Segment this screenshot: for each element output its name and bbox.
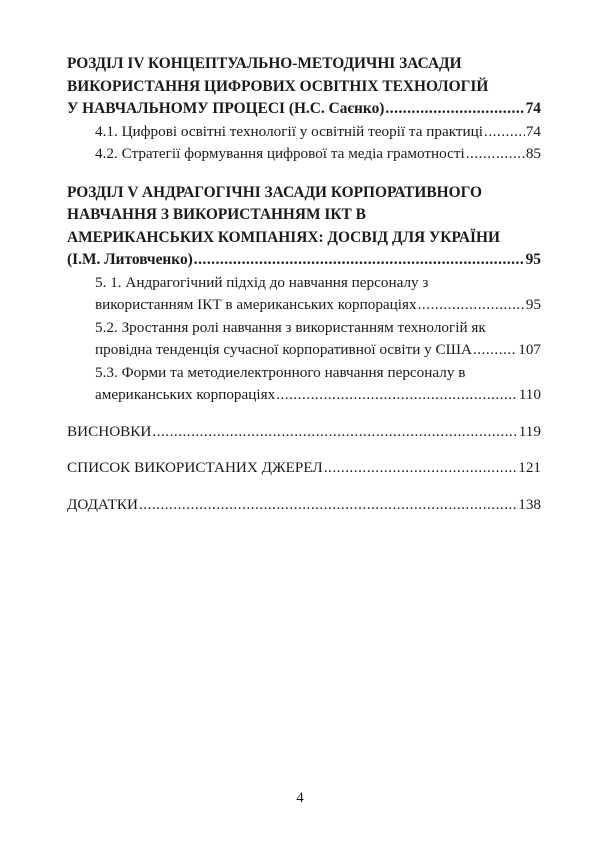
toc-section-5-1[interactable] <box>67 272 541 317</box>
toc-references[interactable] <box>67 457 541 480</box>
toc-section-4-2[interactable] <box>67 143 541 166</box>
toc-section-4-1[interactable] <box>67 121 541 144</box>
spacer <box>67 480 541 494</box>
spacer <box>67 443 541 457</box>
chapter-title-line: АМЕРИКАНСЬКИХ КОМПАНІЯХ: ДОСВІД ДЛЯ УКРАЇНИ <box>67 228 500 246</box>
toc-section-5-3[interactable] <box>67 362 541 407</box>
page-ref: 138 <box>518 495 541 513</box>
page-ref: 121 <box>518 459 541 476</box>
dot-leader <box>473 339 517 362</box>
section-title-line: 5.3. Форми та методиелектронного навчання персоналу в <box>95 363 466 381</box>
table-of-contents <box>67 53 541 516</box>
section-title: провідна тенденція сучасної корпоративної освіти у США <box>95 341 472 358</box>
section-title: використанням ІКТ в американських корпораціях <box>95 296 417 313</box>
chapter-title-line: РОЗДІЛ V АНДРАГОГІЧНІ ЗАСАДИ КОРПОРАТИВНОГО <box>67 183 482 201</box>
dot-leader <box>194 249 525 272</box>
page-ref: 85 <box>525 145 541 162</box>
dot-leader <box>139 494 517 517</box>
chapter-title-line: ВИКОРИСТАННЯ ЦИФРОВИХ ОСВІТНІХ ТЕХНОЛОГІЙ <box>67 77 489 95</box>
spacer <box>67 166 541 182</box>
section-title-entry <box>67 294 541 317</box>
toc-chapter-4 <box>67 53 541 166</box>
spacer <box>67 407 541 421</box>
section-title-entry <box>67 384 541 407</box>
entry-title: ДОДАТКИ <box>67 495 138 513</box>
page-ref: 74 <box>525 100 541 117</box>
page-number: 4 <box>296 790 304 806</box>
entry-title: СПИСОК ВИКОРИСТАНИХ ДЖЕРЕЛ <box>67 459 323 476</box>
section-title: американських корпораціях <box>95 386 276 403</box>
toc-appendices[interactable] <box>67 494 541 517</box>
page-ref: 95 <box>525 296 541 313</box>
page-ref: 119 <box>518 422 541 440</box>
chapter-title-line: НАВЧАННЯ З ВИКОРИСТАННЯМ ІКТ В <box>67 206 366 223</box>
toc-conclusions[interactable] <box>67 421 541 444</box>
section-title: 4.2. Стратегії формування цифрової та медіа грамотності <box>95 145 465 162</box>
dot-leader <box>152 421 517 444</box>
section-title-entry <box>67 339 541 362</box>
dot-leader <box>484 121 525 144</box>
dot-leader <box>385 98 524 121</box>
section-title: 4.1. Цифрові освітні технології у освітній теорії та практиці <box>95 122 484 140</box>
chapter-title-entry[interactable] <box>67 249 541 272</box>
page-ref: 110 <box>518 386 541 403</box>
toc-section-5-2[interactable] <box>67 317 541 362</box>
dot-leader <box>324 457 518 480</box>
page-ref: 107 <box>518 341 541 358</box>
section-title-line: 5.2. Зростання ролі навчання з використанням технологій як <box>95 318 486 336</box>
chapter-title-entry[interactable] <box>67 98 541 121</box>
dot-leader <box>276 384 518 407</box>
section-title-line: 5. 1. Андрагогічний підхід до навчання персоналу з <box>95 273 429 291</box>
dot-leader <box>418 294 525 317</box>
toc-chapter-5 <box>67 182 541 407</box>
page-ref: 74 <box>525 122 541 140</box>
dot-leader <box>466 143 525 166</box>
chapter-title-text: У НАВЧАЛЬНОМУ ПРОЦЕСІ (Н.С. Саєнко) <box>67 100 385 117</box>
chapter-author: (І.М. Литовченко) <box>67 251 193 268</box>
page-ref: 95 <box>525 251 541 268</box>
chapter-title-line: РОЗДІЛ IV КОНЦЕПТУАЛЬНО-МЕТОДИЧНІ ЗАСАДИ <box>67 55 462 72</box>
entry-title: ВИСНОВКИ <box>67 422 152 440</box>
